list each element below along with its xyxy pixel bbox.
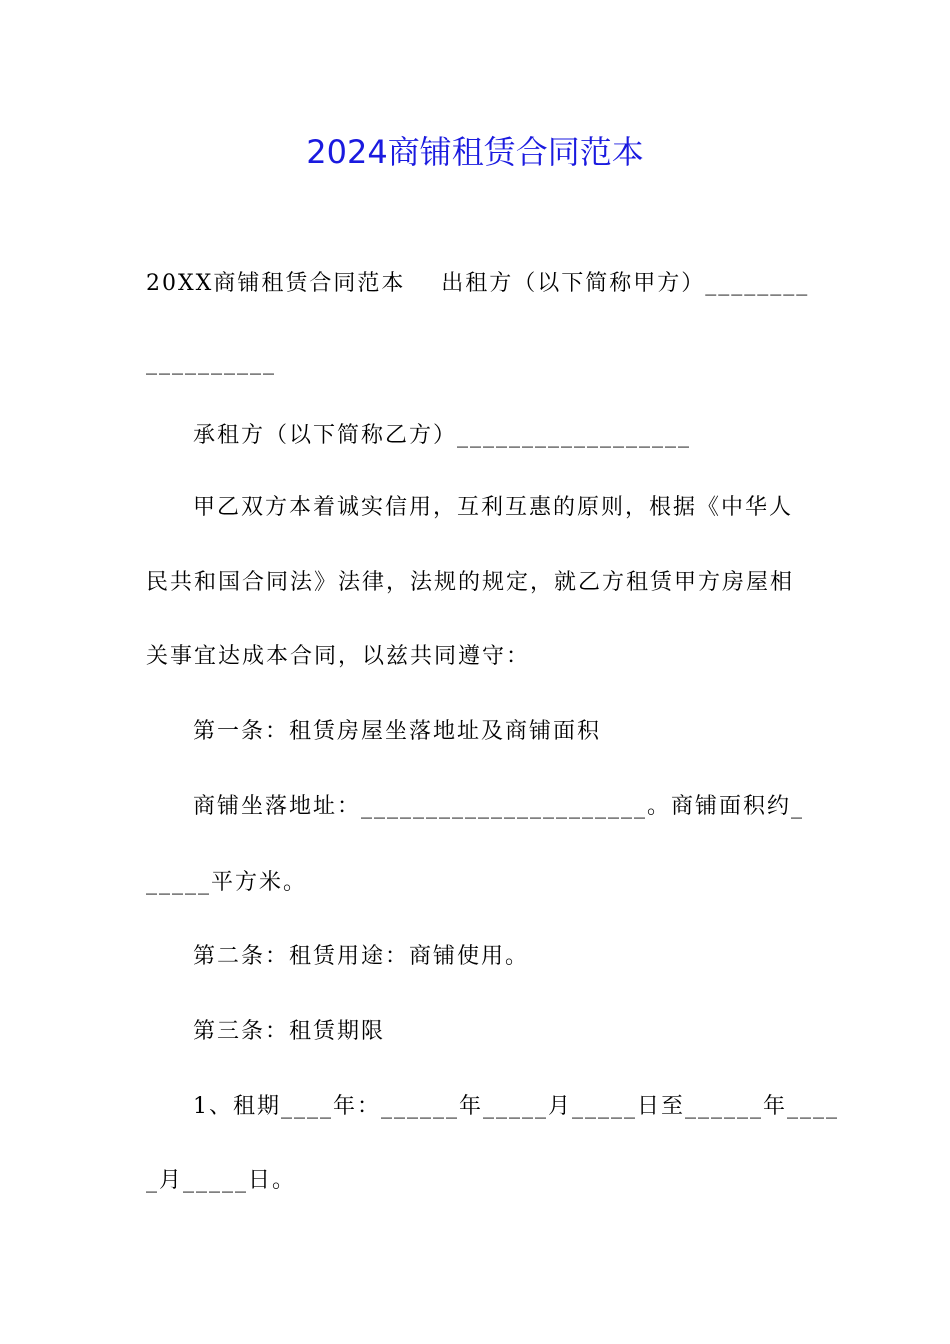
paragraph-line-8: 商铺坐落地址：______________________。商铺面积约_ [193,794,805,819]
paragraph-line-4: 甲乙双方本着诚实信用，互利互惠的原则，根据《中华人 [193,495,794,520]
paragraph-line-9: _____平方米。 [146,870,308,895]
paragraph-line-5: 民共和国合同法》法律，法规的规定，就乙方租赁甲方房屋相 [146,570,795,595]
paragraph-line-10: 第二条：租赁用途：商铺使用。 [193,944,530,969]
paragraph-line-2: __________ [146,350,276,375]
paragraph-line-12: 1、租期____年：______年_____月_____日至______年____ [193,1094,839,1119]
paragraph-line-1: 20XX商铺租赁合同范本 出租方（以下简称甲方）________ [146,271,810,296]
paragraph-line-7: 第一条：租赁房屋坐落地址及商铺面积 [193,719,602,744]
paragraph-line-3: 承租方（以下简称乙方）__________________ [193,423,692,448]
paragraph-line-11: 第三条：租赁期限 [193,1019,386,1044]
paragraph-line-6: 关事宜达成本合同，以兹共同遵守： [146,644,531,669]
paragraph-line-13: _月_____日。 [146,1168,297,1193]
document-title: 2024商铺租赁合同范本 [306,133,644,171]
